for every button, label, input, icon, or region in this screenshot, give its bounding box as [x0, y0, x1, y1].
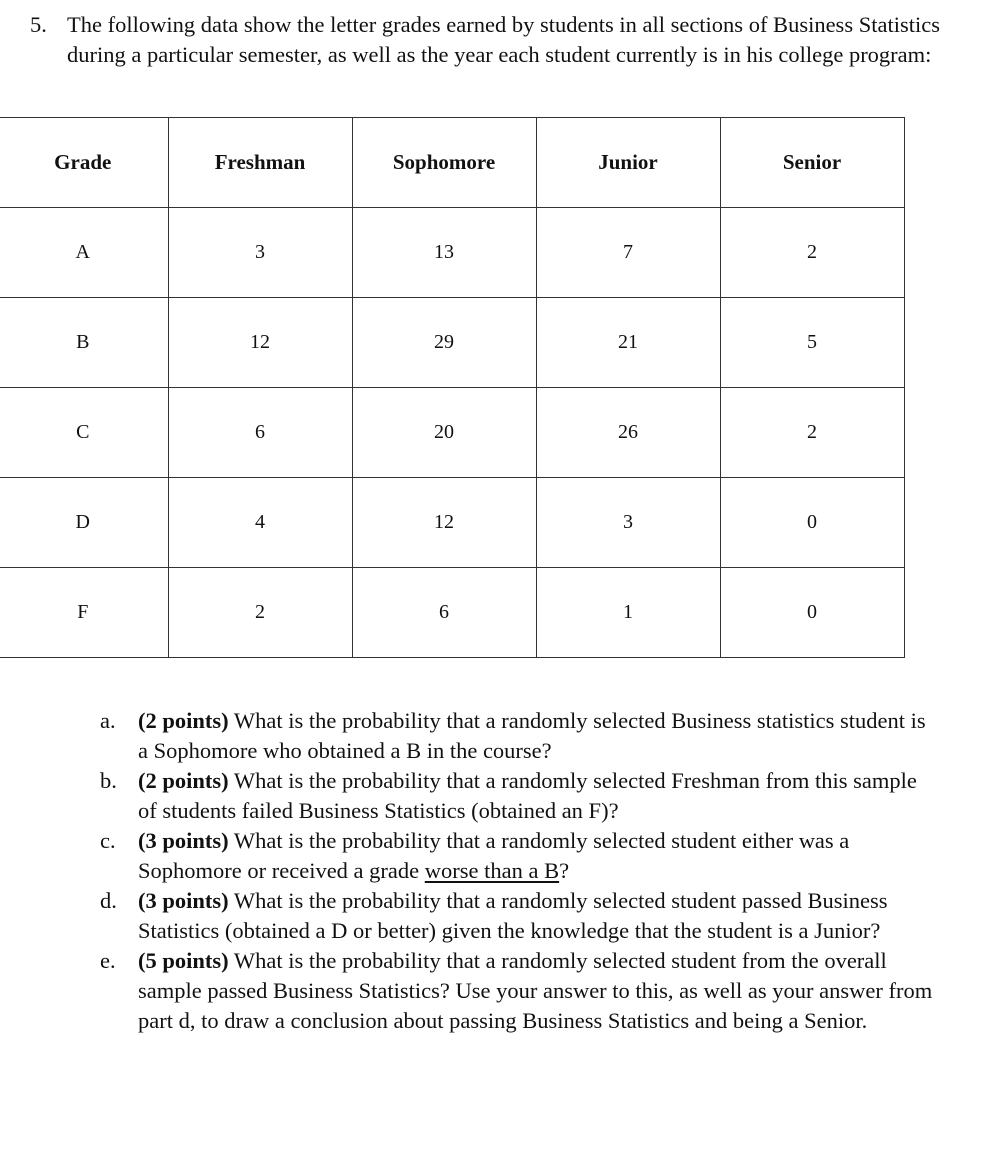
table-row — [0, 208, 904, 298]
question-points: (5 points) — [138, 948, 229, 973]
freshman-cell: 12 — [168, 298, 352, 388]
table-header-row — [0, 118, 904, 208]
table-row — [0, 388, 904, 478]
question-points: (2 points) — [138, 768, 229, 793]
question-points: (3 points) — [138, 828, 229, 853]
question-text: What is the probability that a randomly selected student from the overall sample passed Business Statistics? Use your answer to this, as well as your answer from part d, to draw a conclusion about passing Business Statistics and being a Senior. — [138, 948, 933, 1033]
problem-number: 5. — [30, 12, 47, 37]
freshman-cell: 2 — [168, 568, 352, 658]
header-grade: Grade — [0, 118, 168, 208]
grade-cell: C — [0, 388, 168, 478]
senior-cell: 5 — [720, 298, 904, 388]
question-text: What is the probability that a randomly selected Freshman from this sample of students failed Business Statistics (obtained an F)? — [138, 768, 917, 823]
question-text: What is the probability that a randomly selected student either was a Sophomore or received a grade — [138, 828, 850, 883]
junior-cell: 7 — [536, 208, 720, 298]
question-points: (2 points) — [138, 708, 229, 733]
sophomore-cell: 13 — [352, 208, 536, 298]
question-letter: d. — [100, 888, 117, 913]
question-list — [100, 706, 940, 1036]
question-points: (3 points) — [138, 888, 229, 913]
junior-cell: 3 — [536, 478, 720, 568]
question-letter: c. — [100, 828, 116, 853]
question-text: What is the probability that a randomly selected student passed Business Statistics (obtained a D or better) given the knowledge that the student is a Junior? — [138, 888, 888, 943]
freshman-cell: 4 — [168, 478, 352, 568]
junior-cell: 26 — [536, 388, 720, 478]
senior-cell: 2 — [720, 208, 904, 298]
grade-cell: B — [0, 298, 168, 388]
grade-cell: F — [0, 568, 168, 658]
header-senior: Senior — [720, 118, 904, 208]
table-row — [0, 568, 904, 658]
header-freshman: Freshman — [168, 118, 352, 208]
question-e — [100, 946, 940, 1036]
senior-cell: 0 — [720, 478, 904, 568]
sophomore-cell: 6 — [352, 568, 536, 658]
question-letter: a. — [100, 708, 116, 733]
question-a — [100, 706, 940, 766]
question-b — [100, 766, 940, 826]
freshman-cell: 3 — [168, 208, 352, 298]
table-row — [0, 478, 904, 568]
sophomore-cell: 20 — [352, 388, 536, 478]
grade-cell: A — [0, 208, 168, 298]
question-text-end: ? — [559, 858, 570, 883]
senior-cell: 0 — [720, 568, 904, 658]
grades-table — [0, 117, 905, 658]
underlined-phrase: worse than a B — [424, 858, 560, 883]
freshman-cell: 6 — [168, 388, 352, 478]
junior-cell: 21 — [536, 298, 720, 388]
question-c — [100, 826, 940, 886]
senior-cell: 2 — [720, 388, 904, 478]
problem-statement — [30, 10, 960, 70]
grade-cell: D — [0, 478, 168, 568]
junior-cell: 1 — [536, 568, 720, 658]
table-row — [0, 298, 904, 388]
question-letter: b. — [100, 768, 117, 793]
question-text: What is the probability that a randomly selected Business statistics student is a Sophomore who obtained a B in the course? — [138, 708, 926, 763]
sophomore-cell: 29 — [352, 298, 536, 388]
problem-text: The following data show the letter grades earned by students in all sections of Business Statistics during a particular semester, as well as the year each student currently is in his college program: — [67, 12, 940, 67]
sophomore-cell: 12 — [352, 478, 536, 568]
question-d — [100, 886, 940, 946]
header-sophomore: Sophomore — [352, 118, 536, 208]
question-letter: e. — [100, 948, 116, 973]
header-junior: Junior — [536, 118, 720, 208]
